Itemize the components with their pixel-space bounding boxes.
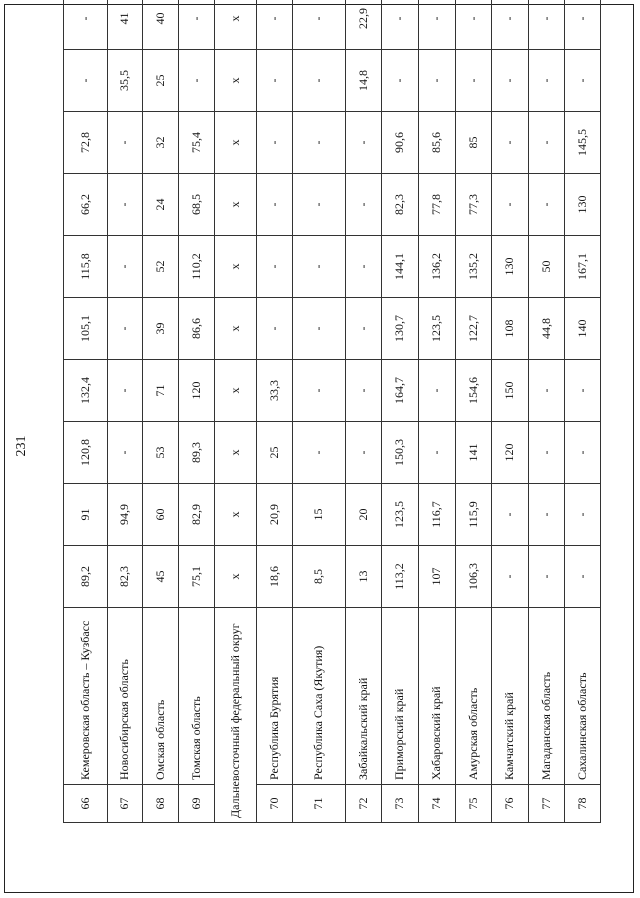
- value-cell: -: [107, 360, 143, 422]
- value-cell: 130,7: [382, 298, 419, 360]
- value-cell: x: [214, 298, 257, 360]
- row-number-cell: 75: [455, 785, 492, 823]
- value-cell: 130: [565, 174, 601, 236]
- value-cell: -: [257, 0, 293, 50]
- value-cell: 32: [143, 112, 179, 174]
- value-cell: x: [214, 546, 257, 608]
- value-cell: 150,3: [382, 422, 419, 484]
- value-cell: -: [257, 50, 293, 112]
- value-cell: 89,2: [64, 546, 108, 608]
- value-cell: 18,6: [257, 546, 293, 608]
- value-cell: -: [528, 422, 565, 484]
- value-cell: 89,3: [178, 422, 214, 484]
- table-row: [292, 0, 345, 823]
- value-cell: 106,3: [455, 546, 492, 608]
- region-name-cell: Приморский край: [382, 608, 419, 785]
- value-cell: 24: [143, 174, 179, 236]
- value-cell: -: [418, 0, 455, 50]
- value-cell: -: [107, 112, 143, 174]
- value-cell: -: [418, 50, 455, 112]
- value-cell: x: [214, 50, 257, 112]
- value-cell: 68,5: [178, 174, 214, 236]
- value-cell: -: [492, 484, 529, 546]
- region-name-cell: Республика Бурятия: [257, 608, 293, 785]
- value-cell: 115,9: [455, 484, 492, 546]
- value-cell: -: [64, 50, 108, 112]
- value-cell: -: [107, 236, 143, 298]
- row-number-cell: 67: [107, 785, 143, 823]
- value-cell: -: [292, 112, 345, 174]
- value-cell: -: [345, 236, 382, 298]
- value-cell: 91: [64, 484, 108, 546]
- value-cell: 145,5: [565, 112, 601, 174]
- value-cell: -: [178, 0, 214, 50]
- value-cell: -: [292, 174, 345, 236]
- table-row: [64, 0, 108, 823]
- value-cell: 53: [143, 422, 179, 484]
- value-cell: 22,9: [345, 0, 382, 50]
- value-cell: 50: [528, 236, 565, 298]
- value-cell: 150: [492, 360, 529, 422]
- row-number-cell: 77: [528, 785, 565, 823]
- value-cell: -: [107, 174, 143, 236]
- value-cell: 90,6: [382, 112, 419, 174]
- value-cell: x: [214, 484, 257, 546]
- value-cell: 82,3: [382, 174, 419, 236]
- table-row-district: [214, 0, 257, 823]
- value-cell: -: [107, 422, 143, 484]
- district-name-cell: Дальневосточный федеральный округ: [214, 608, 257, 823]
- value-cell: 115,8: [64, 236, 108, 298]
- value-cell: -: [345, 112, 382, 174]
- value-cell: -: [565, 50, 601, 112]
- value-cell: -: [345, 360, 382, 422]
- value-cell: 35,5: [107, 50, 143, 112]
- value-cell: -: [528, 546, 565, 608]
- value-cell: -: [257, 236, 293, 298]
- table-row: [565, 0, 601, 823]
- value-cell: -: [292, 422, 345, 484]
- value-cell: -: [565, 546, 601, 608]
- value-cell: 120,8: [64, 422, 108, 484]
- value-cell: 94,9: [107, 484, 143, 546]
- value-cell: 123,5: [418, 298, 455, 360]
- table-row: [143, 0, 179, 823]
- table-row: [455, 0, 492, 823]
- value-cell: 77,3: [455, 174, 492, 236]
- table-row: [178, 0, 214, 823]
- value-cell: -: [257, 174, 293, 236]
- value-cell: 71: [143, 360, 179, 422]
- value-cell: 86,6: [178, 298, 214, 360]
- value-cell: 33,3: [257, 360, 293, 422]
- value-cell: -: [565, 484, 601, 546]
- value-cell: 40: [143, 0, 179, 50]
- value-cell: 144,1: [382, 236, 419, 298]
- value-cell: 41: [107, 0, 143, 50]
- row-number-cell: 68: [143, 785, 179, 823]
- value-cell: -: [107, 298, 143, 360]
- value-cell: 120: [178, 360, 214, 422]
- value-cell: 8,5: [292, 546, 345, 608]
- value-cell: -: [345, 422, 382, 484]
- value-cell: 13: [345, 546, 382, 608]
- value-cell: 116,7: [418, 484, 455, 546]
- value-cell: 105,1: [64, 298, 108, 360]
- value-cell: -: [345, 298, 382, 360]
- value-cell: 77,8: [418, 174, 455, 236]
- value-cell: 107: [418, 546, 455, 608]
- value-cell: 39: [143, 298, 179, 360]
- region-name-cell: Камчатский край: [492, 608, 529, 785]
- data-table-rotated: [63, 8, 601, 823]
- region-name-cell: Забайкальский край: [345, 608, 382, 785]
- data-table: [63, 0, 601, 823]
- value-cell: 82,9: [178, 484, 214, 546]
- value-cell: 136,2: [418, 236, 455, 298]
- table-row: [382, 0, 419, 823]
- table-row: [492, 0, 529, 823]
- value-cell: -: [292, 50, 345, 112]
- value-cell: 132,4: [64, 360, 108, 422]
- value-cell: -: [492, 546, 529, 608]
- region-name-cell: Хабаровский край: [418, 608, 455, 785]
- row-number-cell: 73: [382, 785, 419, 823]
- value-cell: x: [214, 422, 257, 484]
- region-name-cell: Новосибирская область: [107, 608, 143, 785]
- value-cell: -: [528, 174, 565, 236]
- page-number: 231: [14, 435, 29, 457]
- value-cell: -: [292, 0, 345, 50]
- value-cell: 25: [143, 50, 179, 112]
- value-cell: 113,2: [382, 546, 419, 608]
- value-cell: 25: [257, 422, 293, 484]
- value-cell: -: [292, 360, 345, 422]
- value-cell: -: [528, 112, 565, 174]
- value-cell: -: [492, 50, 529, 112]
- value-cell: x: [214, 360, 257, 422]
- value-cell: -: [565, 360, 601, 422]
- value-cell: 141: [455, 422, 492, 484]
- value-cell: -: [257, 112, 293, 174]
- value-cell: 66,2: [64, 174, 108, 236]
- value-cell: -: [345, 174, 382, 236]
- row-number-cell: 74: [418, 785, 455, 823]
- value-cell: 75,4: [178, 112, 214, 174]
- value-cell: -: [418, 422, 455, 484]
- region-name-cell: Омская область: [143, 608, 179, 785]
- table-row: [107, 0, 143, 823]
- table-row: [528, 0, 565, 823]
- value-cell: -: [292, 236, 345, 298]
- value-cell: -: [257, 298, 293, 360]
- value-cell: 108: [492, 298, 529, 360]
- region-name-cell: Томская область: [178, 608, 214, 785]
- value-cell: 15: [292, 484, 345, 546]
- value-cell: 164,7: [382, 360, 419, 422]
- value-cell: -: [292, 298, 345, 360]
- table-row: [418, 0, 455, 823]
- region-name-cell: Республика Саха (Якутия): [292, 608, 345, 785]
- value-cell: -: [528, 360, 565, 422]
- value-cell: 120: [492, 422, 529, 484]
- row-number-cell: 78: [565, 785, 601, 823]
- value-cell: 60: [143, 484, 179, 546]
- value-cell: -: [455, 50, 492, 112]
- value-cell: -: [528, 50, 565, 112]
- value-cell: 72,8: [64, 112, 108, 174]
- value-cell: 82,3: [107, 546, 143, 608]
- table-row: [345, 0, 382, 823]
- row-number-cell: 72: [345, 785, 382, 823]
- value-cell: -: [64, 0, 108, 50]
- value-cell: 45: [143, 546, 179, 608]
- value-cell: 130: [492, 236, 529, 298]
- value-cell: 85,6: [418, 112, 455, 174]
- value-cell: 110,2: [178, 236, 214, 298]
- region-name-cell: Магаданская область: [528, 608, 565, 785]
- value-cell: 140: [565, 298, 601, 360]
- value-cell: 123,5: [382, 484, 419, 546]
- value-cell: -: [418, 360, 455, 422]
- value-cell: 44,8: [528, 298, 565, 360]
- value-cell: -: [492, 174, 529, 236]
- region-name-cell: Кемеровская область – Кузбасс: [64, 608, 108, 785]
- value-cell: 135,2: [455, 236, 492, 298]
- value-cell: -: [178, 50, 214, 112]
- value-cell: -: [565, 0, 601, 50]
- value-cell: -: [492, 112, 529, 174]
- value-cell: 85: [455, 112, 492, 174]
- value-cell: -: [382, 0, 419, 50]
- value-cell: 52: [143, 236, 179, 298]
- value-cell: 122,7: [455, 298, 492, 360]
- value-cell: 20: [345, 484, 382, 546]
- value-cell: 154,6: [455, 360, 492, 422]
- value-cell: 14,8: [345, 50, 382, 112]
- value-cell: -: [528, 0, 565, 50]
- row-number-cell: 71: [292, 785, 345, 823]
- region-name-cell: Амурская область: [455, 608, 492, 785]
- row-number-cell: 69: [178, 785, 214, 823]
- region-name-cell: Сахалинская область: [565, 608, 601, 785]
- value-cell: -: [382, 50, 419, 112]
- table-row: [257, 0, 293, 823]
- value-cell: 75,1: [178, 546, 214, 608]
- value-cell: x: [214, 112, 257, 174]
- row-number-cell: 70: [257, 785, 293, 823]
- value-cell: 20,9: [257, 484, 293, 546]
- value-cell: x: [214, 236, 257, 298]
- row-number-cell: 76: [492, 785, 529, 823]
- value-cell: x: [214, 0, 257, 50]
- row-number-cell: 66: [64, 785, 108, 823]
- value-cell: x: [214, 174, 257, 236]
- value-cell: -: [565, 422, 601, 484]
- value-cell: -: [492, 0, 529, 50]
- value-cell: -: [455, 0, 492, 50]
- value-cell: 167,1: [565, 236, 601, 298]
- value-cell: -: [528, 484, 565, 546]
